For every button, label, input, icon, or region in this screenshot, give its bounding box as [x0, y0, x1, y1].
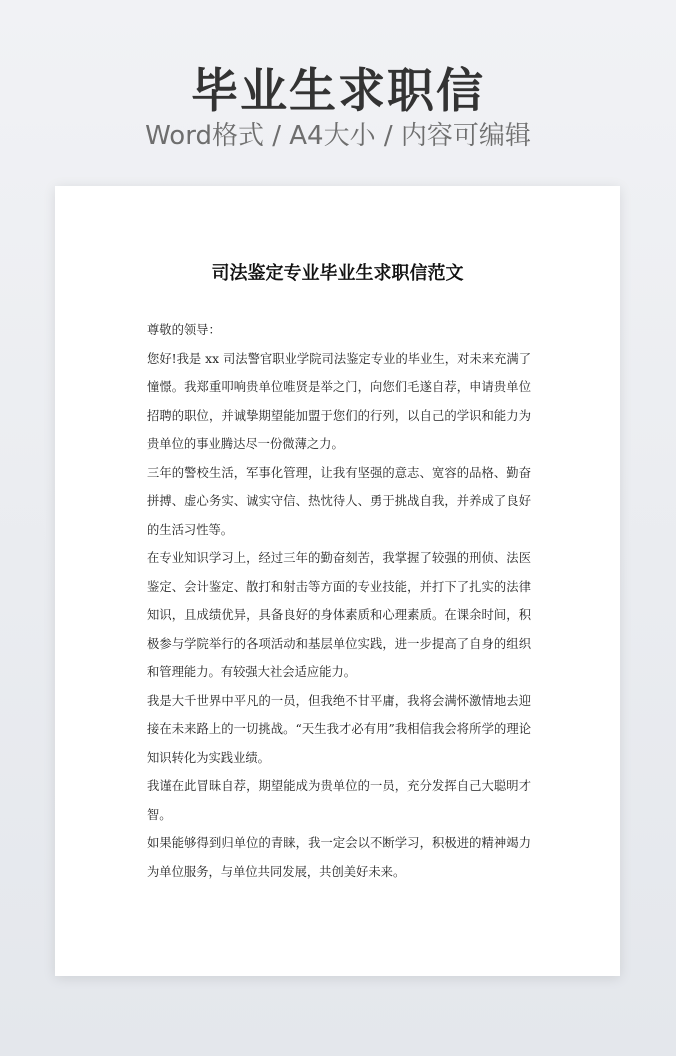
- document-body: [147, 316, 531, 886]
- paragraph-closing: 如果能够得到归单位的青睐，我一定会以不断学习，积极进的精神竭力为单位服务，与单位共同发展，共创美好未来。: [147, 836, 531, 879]
- document-page: [55, 186, 620, 976]
- banner-subtitle: Word格式 / A4大小 / 内容可编辑: [145, 121, 531, 151]
- paragraph-self-recommendation: 我谨在此冒昧自荐，期望能成为贵单位的一员，充分发挥自己大聪明才智。: [147, 779, 531, 822]
- paragraph-professional-skills: 在专业知识学习上，经过三年的勤奋刻苦，我掌握了较强的刑侦、法医鉴定、会计鉴定、散打和射击等方面的专业技能，并打下了扎实的法律知识，且成绩优异，具备良好的身体素质和心理素质。在课余时间，积极参与学院举行的各项活动和基层单位实践，进一步提高了自身的组织和管理能力。有较强大社会适应能力。: [147, 551, 531, 679]
- paragraph-introduction: 您好!我是 xx 司法警官职业学院司法鉴定专业的毕业生，对未来充满了憧憬。我郑重叩响贵单位唯贤是举之门，向您们毛遂自荐，申请贵单位招聘的职位，并诚挚期望能加盟于您们的行列，以自己的学识和能力为贵单位的事业腾达尽一份微薄之力。: [147, 351, 531, 451]
- document-title: 司法鉴定专业毕业生求职信范文: [211, 263, 464, 284]
- paragraph-ambition: 我是大千世界中平凡的一员，但我绝不甘平庸，我将会满怀激情地去迎接在未来路上的一切挑战。“天生我才必有用”我相信我会将所学的理论知识转化为实践业绩。: [147, 693, 531, 765]
- letter-greeting: 尊敬的领导：: [147, 323, 221, 337]
- paragraph-school-life: 三年的警校生活，军事化管理，让我有坚强的意志、宽容的品格、勤奋拼搏、虚心务实、诚实守信、热忱待人、勇于挑战自我，并养成了良好的生活习性等。: [147, 465, 531, 537]
- banner-title: 毕业生求职信: [191, 64, 485, 119]
